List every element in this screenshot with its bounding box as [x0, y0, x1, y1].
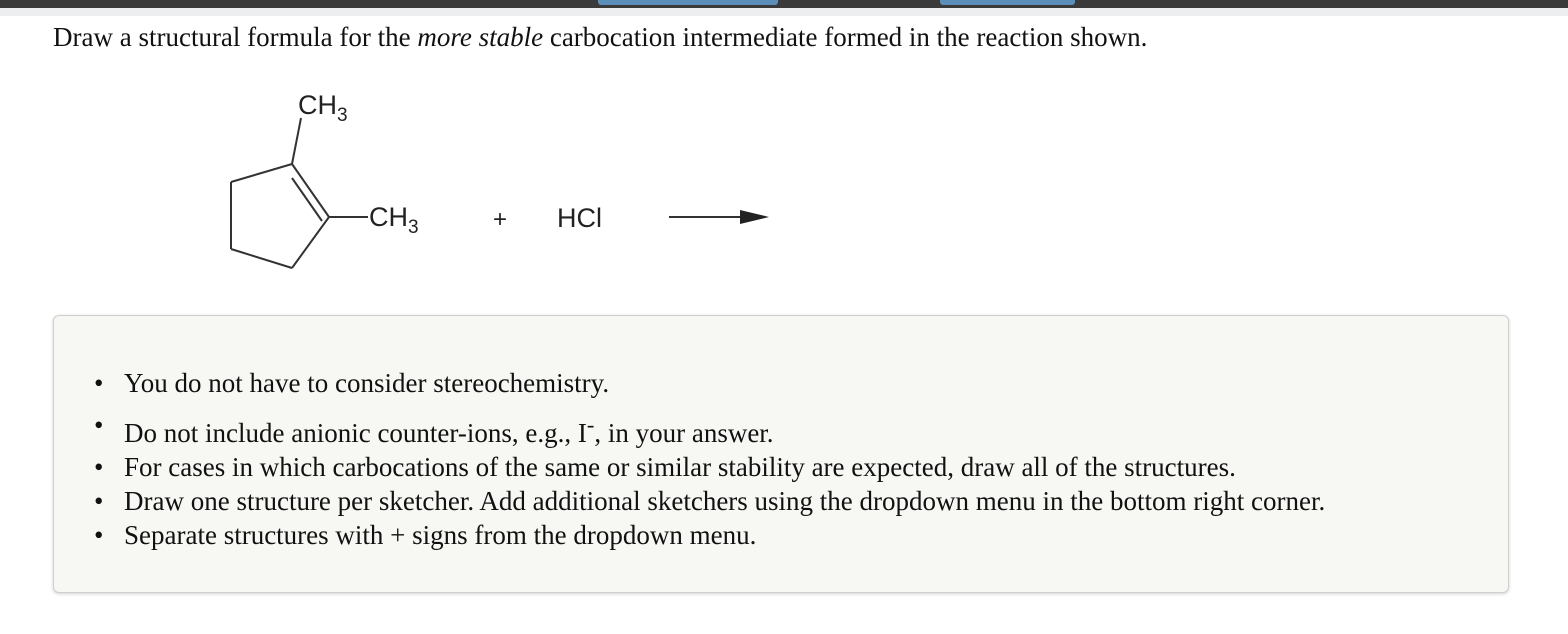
bullet-icon: • [94, 486, 104, 516]
plus-sign: + [493, 206, 508, 233]
methyl-label-right: $CH_3$ [369, 202, 419, 238]
question-prompt [53, 19, 1147, 55]
ring-bond [292, 217, 329, 268]
instruction-item [94, 366, 1325, 400]
reaction-diagram [210, 82, 810, 282]
toolbar-divider [0, 8, 1568, 16]
ring-bond-double-outer [292, 164, 329, 217]
instructions-panel [53, 315, 1509, 593]
ring-bond [231, 249, 292, 268]
question-text-end: carbocation intermediate formed in the reaction shown. [543, 22, 1148, 52]
instruction-text: You do not have to consider stereochemistry. [124, 368, 610, 398]
top-toolbar [0, 0, 1568, 8]
instruction-item [94, 408, 1325, 450]
instruction-text: Do not include anionic counter-ions, e.g., I [124, 418, 587, 448]
bullet-icon: • [94, 368, 104, 398]
reaction-scheme [210, 82, 810, 282]
toolbar-tab-marker[interactable] [940, 0, 1075, 5]
methyl-bond-top [292, 118, 301, 164]
instruction-item [94, 484, 1326, 518]
instruction-text: For cases in which carbocations of the same or similar stability are expected, draw all of the structures. [124, 452, 1236, 482]
instructions-list [94, 366, 1326, 552]
cyclopentene-ring [231, 164, 329, 268]
question-text-start: Draw a structural formula for the [53, 22, 418, 52]
instruction-text: Separate structures with + signs from the dropdown menu. [124, 520, 757, 550]
bullet-icon: • [94, 410, 104, 440]
reagent-label: HCl [557, 203, 602, 233]
instruction-superscript: - [586, 412, 595, 437]
toolbar-tab-marker[interactable] [598, 0, 778, 5]
question-emphasis: more stable [417, 22, 544, 52]
bullet-icon: • [94, 520, 104, 550]
reaction-arrow-head [740, 210, 769, 224]
instruction-item [94, 450, 1325, 484]
instruction-text: , in your answer. [594, 418, 774, 448]
instruction-text: Draw one structure per sketcher. Add additional sketchers using the dropdown menu in the bottom right corner. [124, 486, 1326, 516]
instruction-item [94, 518, 1325, 552]
ring-bond [231, 164, 292, 182]
methyl-label-top: $CH_3$ [298, 90, 348, 126]
bullet-icon: • [94, 452, 104, 482]
